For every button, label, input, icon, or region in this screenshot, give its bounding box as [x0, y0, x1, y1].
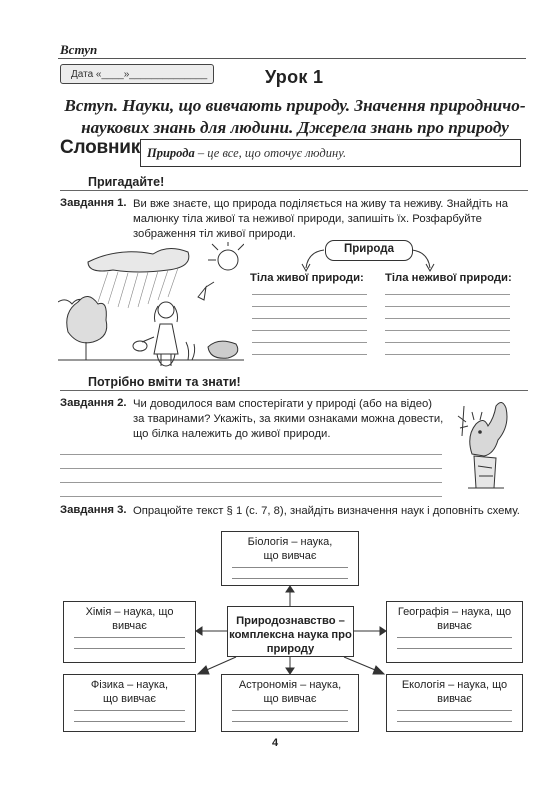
science-physics-text: Фізика – наука, що вивчає [90, 679, 169, 705]
living-header: Тіла живої природи: [250, 272, 364, 284]
answer-line[interactable] [74, 637, 185, 646]
answer-line[interactable] [397, 637, 512, 646]
answer-line[interactable] [74, 648, 185, 657]
center-science-box [227, 606, 354, 657]
answer-line[interactable] [232, 721, 348, 730]
answer-line[interactable] [232, 567, 348, 576]
answer-line[interactable] [397, 648, 512, 657]
task3-text: Опрацюйте текст § 1 (с. 7, 8), знайдіть визначення наук і доповніть схему. [133, 505, 520, 517]
answer-line[interactable] [74, 721, 185, 730]
page-number: 4 [272, 737, 279, 749]
nature-label: Природа [325, 240, 413, 261]
science-box-physics [63, 674, 196, 732]
section-need-to-know: Потрібно вміти та знати! [88, 375, 241, 389]
lesson-title: Вступ. Науки, що вивчають природу. Значення природничо-наукових знань для людини. Джерела знань про природу [64, 96, 526, 137]
science-chemistry-text: Хімія – наука, що вивчає [85, 606, 174, 632]
nonliving-header: Тіла неживої природи: [385, 272, 512, 284]
section-remember: Пригадайте! [88, 175, 165, 189]
dictionary-definition: – це все, що оточує людину. [194, 146, 347, 160]
task2-label: Завдання 2. [60, 397, 127, 409]
science-box-astronomy [221, 674, 359, 732]
task3-label: Завдання 3. [60, 504, 127, 516]
lesson-number: Урок 1 [265, 67, 324, 87]
task2-text: Чи доводилося вам спостерігати у природі (або на відео) за тваринами? Укажіть, за якими ознаками можна довести, що білка належить до живої природи. [133, 398, 444, 440]
answer-line[interactable] [232, 578, 348, 587]
answer-line[interactable] [397, 710, 512, 719]
answer-line[interactable] [74, 710, 185, 719]
science-geography-text: Географія – наука, що вивчає [397, 606, 512, 632]
chapter-header: Вступ [60, 42, 98, 57]
date-field[interactable]: Дата «____»______________ [60, 64, 214, 84]
task1-text: Ви вже знаєте, що природа поділяється на живу та неживу. Знайдіть на малюнку тіла живої та неживої природи, запишіть їх. Розфарбуйте зображення тіл живої природи. [133, 198, 509, 240]
answer-line[interactable] [232, 710, 348, 719]
task1-label: Завдання 1. [60, 197, 127, 209]
science-astronomy-text: Астрономія – наука, що вивчає [238, 679, 342, 705]
science-box-chemistry [63, 601, 196, 663]
science-ecology-text: Екологія – наука, що вивчає [401, 679, 508, 705]
dictionary-heading: Словник [60, 137, 141, 158]
dictionary-term: Природа [147, 146, 195, 160]
science-box-ecology [386, 674, 523, 732]
science-box-geography [386, 601, 523, 663]
science-biology-text: Біологія – наука, що вивчає [247, 536, 333, 562]
answer-line[interactable] [397, 721, 512, 730]
center-science-text: Природознавство – комплексна наука про природу [229, 615, 352, 655]
science-box-biology [221, 531, 359, 586]
